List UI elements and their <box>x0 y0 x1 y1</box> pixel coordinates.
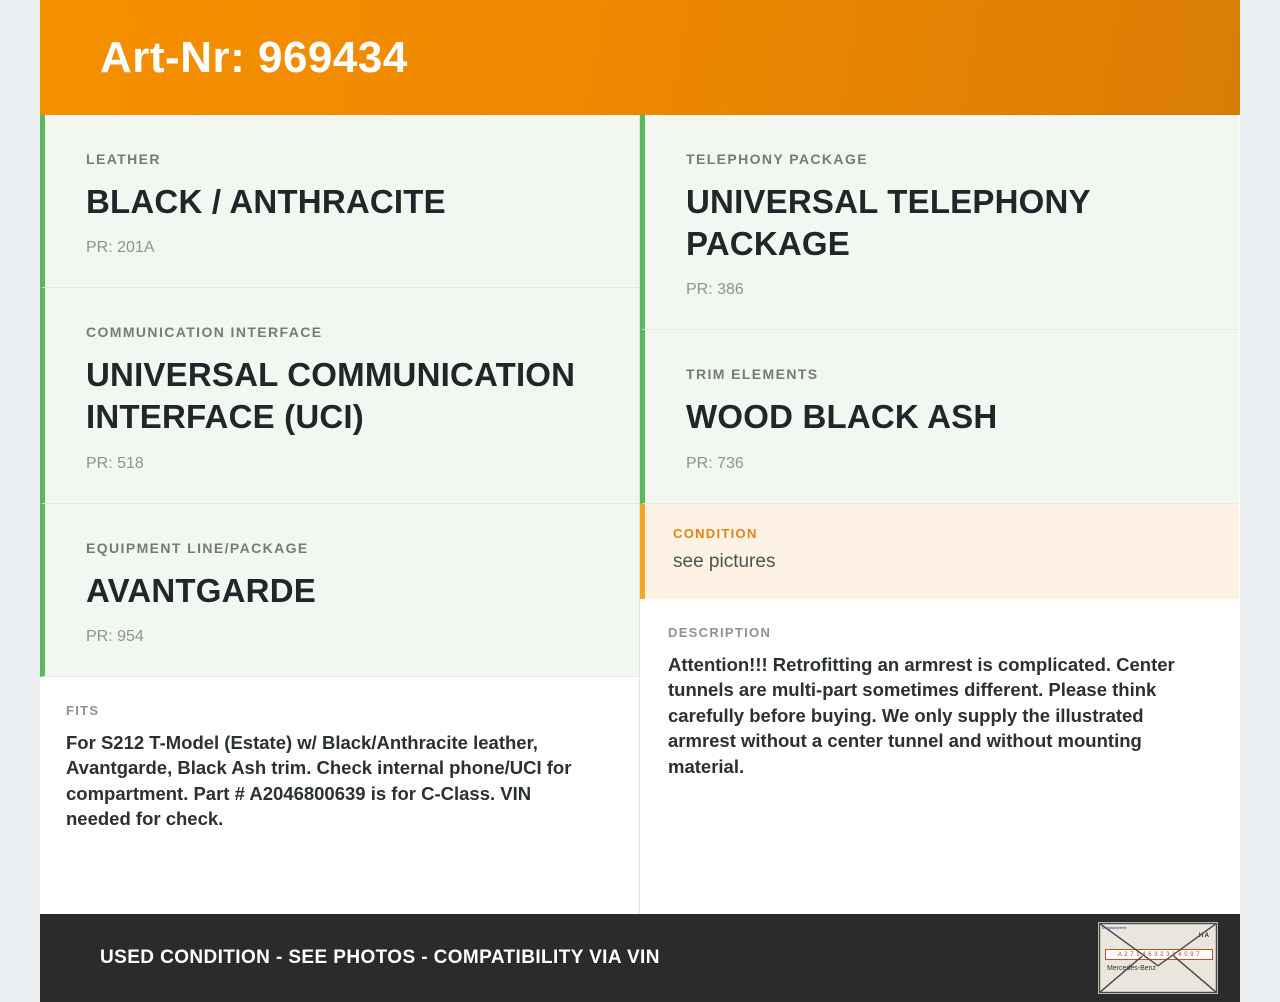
vehicle-data-label-image <box>1098 922 1218 994</box>
badge-right-text: H A <box>1198 933 1209 939</box>
description-block <box>640 599 1239 914</box>
spec-label: TELEPHONY PACKAGE <box>686 151 868 167</box>
spec-label: LEATHER <box>86 151 161 167</box>
spec-value: BLACK / ANTHRACITE <box>86 183 446 220</box>
spec-pr-code: PR: 386 <box>686 281 744 299</box>
condition-block <box>640 504 1239 599</box>
spec-label: TRIM ELEMENTS <box>686 366 819 383</box>
right-column <box>640 115 1239 914</box>
envelope-fold-icon <box>1099 923 1217 993</box>
spec-telephony-package <box>640 115 1239 330</box>
spec-pr-code: PR: 518 <box>86 454 144 472</box>
spec-body <box>40 115 1240 914</box>
description-text: Attention!!! Retrofitting an armrest is complicated. Center tunnels are multi-part sometimes different. Please think carefully before buying. We only supply the illustrated armrest without a center tunnel and without mounting material. <box>668 653 1175 777</box>
spec-leather <box>40 115 639 288</box>
spec-value: UNIVERSAL COMMUNICATION INTERFACE (UCI) <box>86 356 576 436</box>
spec-value: AVANTGARDE <box>86 571 316 609</box>
spec-value: WOOD BLACK ASH <box>686 398 998 436</box>
spec-label: EQUIPMENT LINE/PACKAGE <box>86 539 309 556</box>
spec-trim-elements <box>640 330 1239 503</box>
fits-block <box>40 677 639 914</box>
description-label: DESCRIPTION <box>668 624 772 640</box>
fits-label: FITS <box>66 702 100 718</box>
spec-label: COMMUNICATION INTERFACE <box>86 324 323 341</box>
condition-value: see pictures <box>673 550 776 572</box>
badge-brand-text: Mercedes-Benz <box>1107 965 1157 972</box>
badge-barcode: A 2 7 1 4 6 3 2 3 1 4 0 9 7 <box>1105 949 1213 960</box>
left-column <box>40 115 640 914</box>
listing-sheet <box>40 0 1240 1002</box>
footer-text: USED CONDITION - SEE PHOTOS - COMPATIBILITY VIA VIN <box>100 947 660 968</box>
spec-pr-code: PR: 736 <box>686 454 744 472</box>
spec-communication-interface <box>40 288 639 503</box>
page-title: Art-Nr: 969434 <box>100 32 408 82</box>
condition-label: CONDITION <box>673 525 758 541</box>
spec-pr-code: PR: 954 <box>86 627 144 645</box>
badge-top-text: Vorgabewerte <box>1102 925 1127 930</box>
spec-value: UNIVERSAL TELEPHONY PACKAGE <box>686 183 1091 263</box>
spec-equipment-line-package <box>40 504 639 677</box>
footer-bar <box>40 914 1240 1002</box>
header-bar <box>40 0 1240 115</box>
fits-text: For S212 T-Model (Estate) w/ Black/Anthracite leather, Avantgarde, Black Ash trim. Check internal phone/UCI for compartment. Part # A2046800639 is for C-Class. VIN needed for check. <box>66 731 572 830</box>
spec-pr-code: PR: 201A <box>86 239 155 257</box>
